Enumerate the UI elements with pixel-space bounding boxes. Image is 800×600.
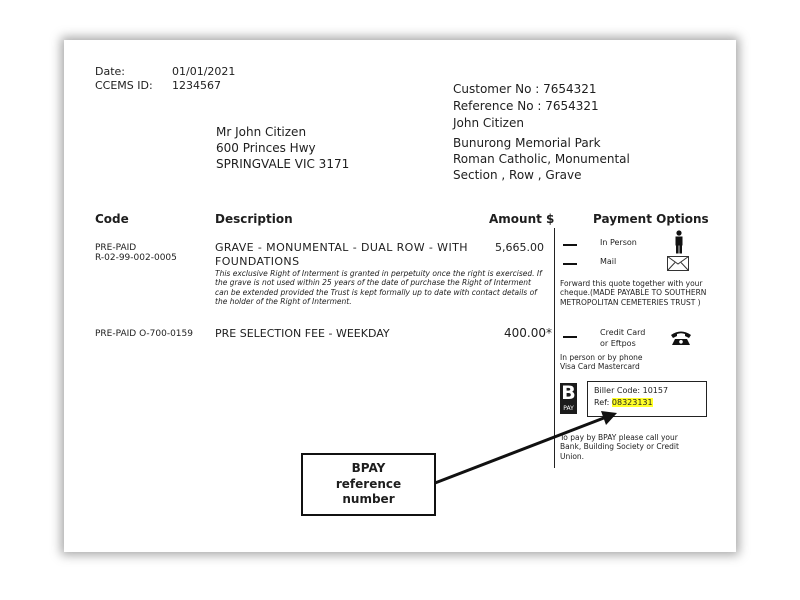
row2-description: PRE SELECTION FEE - WEEKDAY xyxy=(215,327,390,340)
reference-no: Reference No : 7654321 xyxy=(453,99,599,113)
date-label: Date: xyxy=(95,65,125,78)
col-header-amount: Amount $ xyxy=(489,212,555,226)
bpay-ref-label: Ref: xyxy=(594,398,612,407)
credit-note-line2: Visa Card Mastercard xyxy=(560,362,640,371)
row1-note: This exclusive Right of Interment is granted in perpetuity once the right is exercised. If the grave is not used within 25 years of the date of purchase the Right of Interment can be extended provided the Trust is kept formally up to date with contact details of the holder of the Right of Interment. xyxy=(215,269,542,307)
credit-card-label: Credit Card xyxy=(600,328,646,337)
row1-code-line2: R-02-99-002-0005 xyxy=(95,253,177,263)
address-name: Mr John Citizen xyxy=(216,125,307,139)
eftpos-label: or Eftpos xyxy=(600,339,636,348)
bpay-callout-box xyxy=(301,453,436,516)
customer-name: John Citizen xyxy=(453,116,524,130)
bpay-logo: B PAY xyxy=(561,382,576,412)
mail-note: Forward this quote together with your cheque.(MADE PAYABLE TO SOUTHERN METROPOLITAN CEMETERIES TRUST ) xyxy=(560,279,707,307)
cemetery-name: Bunurong Memorial Park xyxy=(453,136,601,150)
quote-document xyxy=(64,40,736,552)
mail-label: Mail xyxy=(600,257,617,266)
row2-code: PRE-PAID O-700-0159 xyxy=(95,329,193,339)
row1-code-line1: PRE-PAID xyxy=(95,243,137,253)
ccems-label: CCEMS ID: xyxy=(95,79,153,92)
biller-code: Biller Code: 10157 xyxy=(594,386,669,395)
col-header-payment: Payment Options xyxy=(593,212,709,226)
credit-note-line1: In person or by phone xyxy=(560,353,643,362)
date-value: 01/01/2021 xyxy=(172,65,236,78)
address-street: 600 Princes Hwy xyxy=(216,141,316,155)
address-suburb: SPRINGVALE VIC 3171 xyxy=(216,157,350,171)
row2-amount: 400.00* xyxy=(504,326,552,340)
col-header-code: Code xyxy=(95,212,129,226)
ccems-value: 1234567 xyxy=(172,79,221,92)
bpay-ref-value: 08323131 xyxy=(611,398,653,407)
section-type: Roman Catholic, Monumental xyxy=(453,152,630,166)
row1-description: GRAVE - MONUMENTAL - DUAL ROW - WITH FOUNDATIONS xyxy=(215,241,468,268)
grave-section: Section , Row , Grave xyxy=(453,168,582,182)
row1-amount: 5,665.00 xyxy=(495,241,544,254)
customer-no: Customer No : 7654321 xyxy=(453,82,597,96)
bpay-callout-label: BPAY reference number xyxy=(335,461,402,507)
col-header-description: Description xyxy=(215,212,293,226)
bpay-logo-text: PAY xyxy=(563,405,574,412)
bpay-note: To pay by BPAY please call your Bank, Building Society or Credit Union. xyxy=(560,433,679,461)
in-person-label: In Person xyxy=(600,238,637,247)
